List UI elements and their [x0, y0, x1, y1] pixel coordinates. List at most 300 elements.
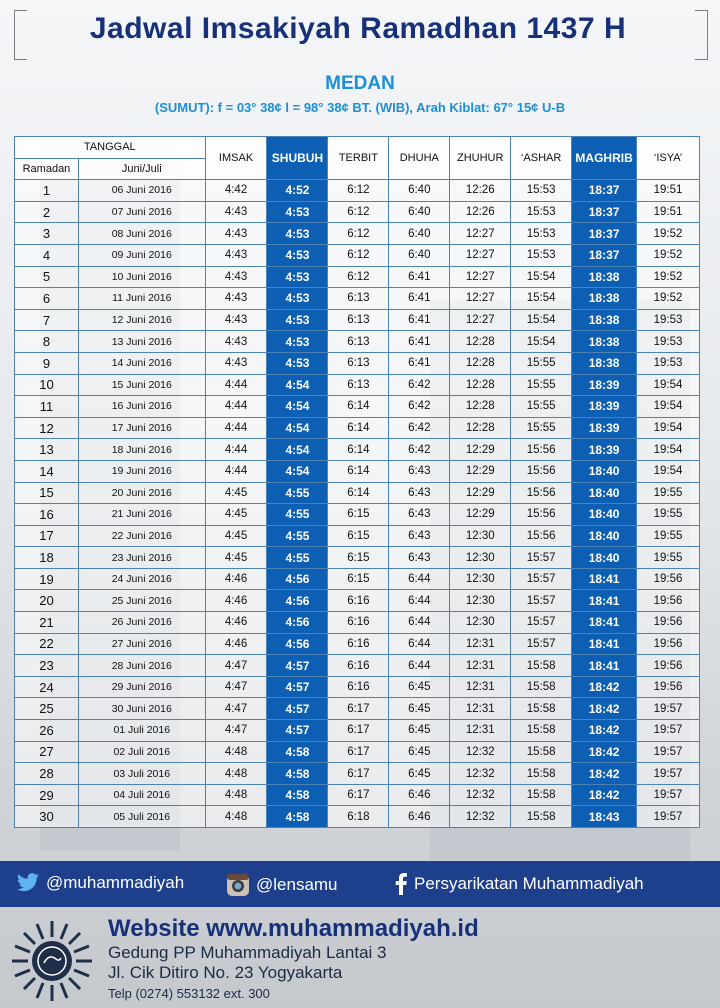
- zhuhur-time: 12:30: [450, 590, 511, 612]
- imsak-time: 4:47: [205, 720, 267, 742]
- twitter-handle: @muhammadiyah: [46, 873, 185, 892]
- terbit-time: 6:13: [328, 331, 389, 353]
- ramadan-day: 27: [15, 741, 79, 763]
- page-title: Jadwal Imsakiyah Ramadhan 1437 H: [89, 12, 627, 45]
- zhuhur-time: 12:30: [450, 568, 511, 590]
- imsak-time: 4:44: [205, 460, 267, 482]
- isya-time: 19:57: [637, 806, 700, 828]
- isya-time: 19:54: [637, 396, 700, 418]
- dhuha-time: 6:41: [389, 288, 450, 310]
- terbit-time: 6:13: [328, 309, 389, 331]
- maghrib-time: 18:38: [572, 288, 637, 310]
- dhuha-time: 6:43: [389, 547, 450, 569]
- table-row: [15, 590, 700, 612]
- table-row: [15, 547, 700, 569]
- imsak-time: 4:43: [205, 309, 267, 331]
- terbit-time: 6:12: [328, 201, 389, 223]
- gregorian-date: 04 Juli 2016: [78, 784, 205, 806]
- isya-time: 19:53: [637, 309, 700, 331]
- shubuh-time: 4:57: [267, 676, 328, 698]
- imsak-time: 4:43: [205, 244, 267, 266]
- ramadan-day: 9: [15, 352, 79, 374]
- ashar-time: 15:54: [511, 288, 572, 310]
- ashar-time: 15:56: [511, 460, 572, 482]
- table-row: [15, 352, 700, 374]
- dhuha-time: 6:40: [389, 180, 450, 202]
- shubuh-time: 4:53: [267, 309, 328, 331]
- ramadan-day: 2: [15, 201, 79, 223]
- maghrib-time: 18:40: [572, 504, 637, 526]
- zhuhur-time: 12:32: [450, 806, 511, 828]
- dhuha-time: 6:45: [389, 698, 450, 720]
- table-row: [15, 568, 700, 590]
- imsakiyah-table: [14, 136, 700, 828]
- facebook-link[interactable]: [394, 873, 644, 895]
- table-row: [15, 223, 700, 245]
- isya-time: 19:54: [637, 374, 700, 396]
- ramadan-day: 3: [15, 223, 79, 245]
- shubuh-time: 4:58: [267, 741, 328, 763]
- table-row: [15, 633, 700, 655]
- instagram-icon: [226, 873, 250, 897]
- gregorian-date: 30 Juni 2016: [78, 698, 205, 720]
- gregorian-date: 23 Juni 2016: [78, 547, 205, 569]
- terbit-time: 6:16: [328, 676, 389, 698]
- isya-time: 19:51: [637, 201, 700, 223]
- gregorian-date: 24 Juni 2016: [78, 568, 205, 590]
- gregorian-date: 02 Juli 2016: [78, 741, 205, 763]
- gregorian-date: 11 Juni 2016: [78, 288, 205, 310]
- address-line-1: Gedung PP Muhammadiyah Lantai 3: [108, 943, 387, 962]
- gregorian-date: 20 Juni 2016: [78, 482, 205, 504]
- imsak-time: 4:48: [205, 763, 267, 785]
- ashar-time: 15:53: [511, 201, 572, 223]
- ramadan-day: 1: [15, 180, 79, 202]
- ramadan-day: 7: [15, 309, 79, 331]
- dhuha-time: 6:41: [389, 266, 450, 288]
- ashar-time: 15:56: [511, 482, 572, 504]
- gregorian-date: 01 Juli 2016: [78, 720, 205, 742]
- dhuha-time: 6:40: [389, 244, 450, 266]
- maghrib-time: 18:41: [572, 612, 637, 634]
- ashar-time: 15:57: [511, 612, 572, 634]
- imsak-time: 4:43: [205, 352, 267, 374]
- ramadan-header: Ramadan: [15, 158, 79, 180]
- ashar-time: 15:57: [511, 633, 572, 655]
- dhuha-time: 6:45: [389, 676, 450, 698]
- shubuh-time: 4:53: [267, 266, 328, 288]
- ramadan-day: 14: [15, 460, 79, 482]
- facebook-page: Persyarikatan Muhammadiyah: [414, 874, 644, 893]
- shubuh-time: 4:53: [267, 331, 328, 353]
- isya-time: 19:56: [637, 655, 700, 677]
- table-row: [15, 525, 700, 547]
- terbit-time: 6:18: [328, 806, 389, 828]
- ramadan-day: 4: [15, 244, 79, 266]
- maghrib-time: 18:42: [572, 784, 637, 806]
- imsak-time: 4:47: [205, 655, 267, 677]
- zhuhur-time: 12:32: [450, 741, 511, 763]
- maghrib-time: 18:40: [572, 547, 637, 569]
- maghrib-time: 18:42: [572, 698, 637, 720]
- dhuha-time: 6:45: [389, 741, 450, 763]
- shubuh-time: 4:54: [267, 417, 328, 439]
- isya-time: 19:52: [637, 266, 700, 288]
- title-banner: [6, 6, 710, 60]
- shubuh-time: 4:56: [267, 633, 328, 655]
- table-row: [15, 417, 700, 439]
- isya-time: 19:56: [637, 590, 700, 612]
- gregorian-date: 17 Juni 2016: [78, 417, 205, 439]
- gregorian-date: 27 Juni 2016: [78, 633, 205, 655]
- imsak-time: 4:46: [205, 590, 267, 612]
- imsak-time: 4:46: [205, 612, 267, 634]
- dhuha-time: 6:46: [389, 784, 450, 806]
- isya-time: 19:52: [637, 288, 700, 310]
- table-row: [15, 439, 700, 461]
- ramadan-day: 28: [15, 763, 79, 785]
- ramadan-day: 15: [15, 482, 79, 504]
- terbit-time: 6:12: [328, 223, 389, 245]
- table-row: [15, 784, 700, 806]
- ashar-time: 15:55: [511, 374, 572, 396]
- dhuha-time: 6:43: [389, 460, 450, 482]
- isya-time: 19:53: [637, 352, 700, 374]
- maghrib-time: 18:38: [572, 331, 637, 353]
- ramadan-day: 22: [15, 633, 79, 655]
- shubuh-time: 4:55: [267, 504, 328, 526]
- dhuha-time: 6:42: [389, 374, 450, 396]
- dhuha-time: 6:42: [389, 439, 450, 461]
- ramadan-day: 8: [15, 331, 79, 353]
- maghrib-time: 18:43: [572, 806, 637, 828]
- ashar-time: 15:58: [511, 741, 572, 763]
- col-header-zhuhur: ZHUHUR: [450, 137, 511, 180]
- col-header-shubuh: SHUBUH: [267, 137, 328, 180]
- imsak-time: 4:47: [205, 676, 267, 698]
- table-row: [15, 676, 700, 698]
- zhuhur-time: 12:31: [450, 676, 511, 698]
- footer: [0, 907, 720, 1008]
- isya-time: 19:55: [637, 482, 700, 504]
- ashar-time: 15:56: [511, 504, 572, 526]
- tanggal-header: TANGGAL: [15, 137, 206, 159]
- ramadan-day: 20: [15, 590, 79, 612]
- zhuhur-time: 12:32: [450, 763, 511, 785]
- muhammadiyah-sun-logo-icon: [10, 919, 94, 1003]
- shubuh-time: 4:57: [267, 720, 328, 742]
- terbit-time: 6:14: [328, 460, 389, 482]
- ashar-time: 15:57: [511, 547, 572, 569]
- table-row: [15, 460, 700, 482]
- maghrib-time: 18:40: [572, 460, 637, 482]
- isya-time: 19:51: [637, 180, 700, 202]
- terbit-time: 6:17: [328, 784, 389, 806]
- zhuhur-time: 12:27: [450, 244, 511, 266]
- imsak-time: 4:45: [205, 525, 267, 547]
- gregorian-date: 26 Juni 2016: [78, 612, 205, 634]
- dhuha-time: 6:44: [389, 655, 450, 677]
- imsak-time: 4:45: [205, 504, 267, 526]
- maghrib-time: 18:40: [572, 525, 637, 547]
- gregorian-date: 05 Juli 2016: [78, 806, 205, 828]
- ramadan-day: 12: [15, 417, 79, 439]
- telephone: Telp (0274) 553132 ext. 300: [108, 986, 270, 1001]
- ashar-time: 15:54: [511, 331, 572, 353]
- shubuh-time: 4:55: [267, 482, 328, 504]
- imsak-time: 4:47: [205, 698, 267, 720]
- imsak-time: 4:42: [205, 180, 267, 202]
- zhuhur-time: 12:28: [450, 417, 511, 439]
- ashar-time: 15:57: [511, 590, 572, 612]
- isya-time: 19:57: [637, 784, 700, 806]
- table-row: [15, 201, 700, 223]
- table-row: [15, 180, 700, 202]
- isya-time: 19:52: [637, 223, 700, 245]
- table-row: [15, 504, 700, 526]
- dhuha-time: 6:43: [389, 504, 450, 526]
- twitter-link[interactable]: [16, 873, 184, 893]
- zhuhur-time: 12:27: [450, 223, 511, 245]
- imsak-time: 4:48: [205, 806, 267, 828]
- terbit-time: 6:16: [328, 633, 389, 655]
- shubuh-time: 4:53: [267, 288, 328, 310]
- ashar-time: 15:57: [511, 568, 572, 590]
- ashar-time: 15:58: [511, 720, 572, 742]
- ashar-time: 15:53: [511, 180, 572, 202]
- isya-time: 19:55: [637, 504, 700, 526]
- imsak-time: 4:43: [205, 288, 267, 310]
- ashar-time: 15:58: [511, 784, 572, 806]
- terbit-time: 6:12: [328, 180, 389, 202]
- shubuh-time: 4:57: [267, 655, 328, 677]
- shubuh-time: 4:56: [267, 568, 328, 590]
- maghrib-time: 18:37: [572, 201, 637, 223]
- ramadan-day: 29: [15, 784, 79, 806]
- dhuha-time: 6:41: [389, 309, 450, 331]
- table-body: [15, 180, 700, 828]
- isya-time: 19:54: [637, 439, 700, 461]
- dhuha-time: 6:40: [389, 201, 450, 223]
- imsak-time: 4:43: [205, 201, 267, 223]
- isya-time: 19:56: [637, 633, 700, 655]
- table-row: [15, 612, 700, 634]
- ashar-time: 15:53: [511, 223, 572, 245]
- maghrib-time: 18:42: [572, 741, 637, 763]
- gregorian-date: 13 Juni 2016: [78, 331, 205, 353]
- isya-time: 19:57: [637, 698, 700, 720]
- gregorian-date: 18 Juni 2016: [78, 439, 205, 461]
- gregorian-date: 14 Juni 2016: [78, 352, 205, 374]
- zhuhur-time: 12:28: [450, 396, 511, 418]
- zhuhur-time: 12:30: [450, 525, 511, 547]
- imsak-time: 4:45: [205, 547, 267, 569]
- ashar-time: 15:55: [511, 352, 572, 374]
- maghrib-time: 18:42: [572, 720, 637, 742]
- table-row: [15, 309, 700, 331]
- zhuhur-time: 12:29: [450, 439, 511, 461]
- terbit-time: 6:15: [328, 568, 389, 590]
- dhuha-time: 6:44: [389, 612, 450, 634]
- zhuhur-time: 12:30: [450, 547, 511, 569]
- isya-time: 19:54: [637, 417, 700, 439]
- table-row: [15, 266, 700, 288]
- ramadan-day: 10: [15, 374, 79, 396]
- date-header: Juni/Juli: [78, 158, 205, 180]
- ramadan-day: 17: [15, 525, 79, 547]
- table-row: [15, 741, 700, 763]
- dhuha-time: 6:44: [389, 633, 450, 655]
- isya-time: 19:56: [637, 612, 700, 634]
- shubuh-time: 4:54: [267, 460, 328, 482]
- isya-time: 19:55: [637, 525, 700, 547]
- ramadan-day: 16: [15, 504, 79, 526]
- ashar-time: 15:58: [511, 763, 572, 785]
- terbit-time: 6:17: [328, 741, 389, 763]
- zhuhur-time: 12:29: [450, 460, 511, 482]
- ramadan-day: 21: [15, 612, 79, 634]
- gregorian-date: 22 Juni 2016: [78, 525, 205, 547]
- maghrib-time: 18:38: [572, 309, 637, 331]
- dhuha-time: 6:42: [389, 396, 450, 418]
- social-bar: [0, 861, 720, 907]
- terbit-time: 6:17: [328, 720, 389, 742]
- terbit-time: 6:17: [328, 763, 389, 785]
- imsak-time: 4:46: [205, 633, 267, 655]
- shubuh-time: 4:54: [267, 374, 328, 396]
- shubuh-time: 4:55: [267, 525, 328, 547]
- maghrib-time: 18:41: [572, 633, 637, 655]
- zhuhur-time: 12:26: [450, 201, 511, 223]
- dhuha-time: 6:42: [389, 417, 450, 439]
- dhuha-time: 6:43: [389, 525, 450, 547]
- dhuha-time: 6:41: [389, 352, 450, 374]
- shubuh-time: 4:54: [267, 396, 328, 418]
- zhuhur-time: 12:30: [450, 612, 511, 634]
- shubuh-time: 4:58: [267, 763, 328, 785]
- twitter-icon: [16, 873, 40, 893]
- zhuhur-time: 12:29: [450, 482, 511, 504]
- website-link[interactable]: Website www.muhammadiyah.id: [108, 915, 479, 942]
- terbit-time: 6:17: [328, 698, 389, 720]
- ashar-time: 15:53: [511, 244, 572, 266]
- ashar-time: 15:55: [511, 396, 572, 418]
- table-row: [15, 698, 700, 720]
- isya-time: 19:54: [637, 460, 700, 482]
- ashar-time: 15:54: [511, 309, 572, 331]
- zhuhur-time: 12:28: [450, 352, 511, 374]
- isya-time: 19:57: [637, 720, 700, 742]
- table-row: [15, 396, 700, 418]
- terbit-time: 6:13: [328, 374, 389, 396]
- maghrib-time: 18:38: [572, 352, 637, 374]
- zhuhur-time: 12:31: [450, 698, 511, 720]
- zhuhur-time: 12:31: [450, 633, 511, 655]
- terbit-time: 6:15: [328, 547, 389, 569]
- ramadan-day: 18: [15, 547, 79, 569]
- gregorian-date: 16 Juni 2016: [78, 396, 205, 418]
- shubuh-time: 4:53: [267, 244, 328, 266]
- shubuh-time: 4:55: [267, 547, 328, 569]
- ashar-time: 15:56: [511, 525, 572, 547]
- zhuhur-time: 12:27: [450, 288, 511, 310]
- address-line-2: Jl. Cik Ditiro No. 23 Yogyakarta: [108, 963, 343, 982]
- isya-time: 19:57: [637, 763, 700, 785]
- ashar-time: 15:58: [511, 676, 572, 698]
- zhuhur-time: 12:27: [450, 309, 511, 331]
- shubuh-time: 4:52: [267, 180, 328, 202]
- instagram-handle: @lensamu: [256, 875, 338, 894]
- instagram-link[interactable]: [226, 873, 338, 897]
- terbit-time: 6:14: [328, 439, 389, 461]
- shubuh-time: 4:53: [267, 352, 328, 374]
- ashar-time: 15:54: [511, 266, 572, 288]
- isya-time: 19:53: [637, 331, 700, 353]
- imsak-time: 4:44: [205, 439, 267, 461]
- gregorian-date: 03 Juli 2016: [78, 763, 205, 785]
- shubuh-time: 4:53: [267, 223, 328, 245]
- maghrib-time: 18:41: [572, 568, 637, 590]
- ashar-time: 15:56: [511, 439, 572, 461]
- zhuhur-time: 12:31: [450, 655, 511, 677]
- zhuhur-time: 12:28: [450, 331, 511, 353]
- ashar-time: 15:58: [511, 655, 572, 677]
- zhuhur-time: 12:26: [450, 180, 511, 202]
- ramadan-day: 19: [15, 568, 79, 590]
- ramadan-day: 23: [15, 655, 79, 677]
- terbit-time: 6:14: [328, 396, 389, 418]
- imsak-time: 4:44: [205, 417, 267, 439]
- maghrib-time: 18:40: [572, 482, 637, 504]
- isya-time: 19:57: [637, 741, 700, 763]
- terbit-time: 6:15: [328, 525, 389, 547]
- facebook-icon: [394, 873, 408, 895]
- table-row: [15, 720, 700, 742]
- gregorian-date: 29 Juni 2016: [78, 676, 205, 698]
- gregorian-date: 12 Juni 2016: [78, 309, 205, 331]
- shubuh-time: 4:56: [267, 590, 328, 612]
- gregorian-date: 19 Juni 2016: [78, 460, 205, 482]
- imsak-time: 4:44: [205, 374, 267, 396]
- table-row: [15, 288, 700, 310]
- table-row: [15, 244, 700, 266]
- dhuha-time: 6:41: [389, 331, 450, 353]
- maghrib-time: 18:39: [572, 396, 637, 418]
- terbit-time: 6:16: [328, 590, 389, 612]
- gregorian-date: 07 Juni 2016: [78, 201, 205, 223]
- imsak-time: 4:45: [205, 482, 267, 504]
- gregorian-date: 10 Juni 2016: [78, 266, 205, 288]
- maghrib-time: 18:39: [572, 439, 637, 461]
- gregorian-date: 09 Juni 2016: [78, 244, 205, 266]
- shubuh-time: 4:58: [267, 784, 328, 806]
- ramadan-day: 11: [15, 396, 79, 418]
- gregorian-date: 06 Juni 2016: [78, 180, 205, 202]
- maghrib-time: 18:37: [572, 244, 637, 266]
- maghrib-time: 18:41: [572, 590, 637, 612]
- dhuha-time: 6:45: [389, 763, 450, 785]
- terbit-time: 6:16: [328, 612, 389, 634]
- zhuhur-time: 12:27: [450, 266, 511, 288]
- isya-time: 19:56: [637, 568, 700, 590]
- dhuha-time: 6:44: [389, 590, 450, 612]
- ramadan-day: 26: [15, 720, 79, 742]
- maghrib-time: 18:37: [572, 180, 637, 202]
- zhuhur-time: 12:28: [450, 374, 511, 396]
- shubuh-time: 4:56: [267, 612, 328, 634]
- gregorian-date: 28 Juni 2016: [78, 655, 205, 677]
- col-header-terbit: TERBIT: [328, 137, 389, 180]
